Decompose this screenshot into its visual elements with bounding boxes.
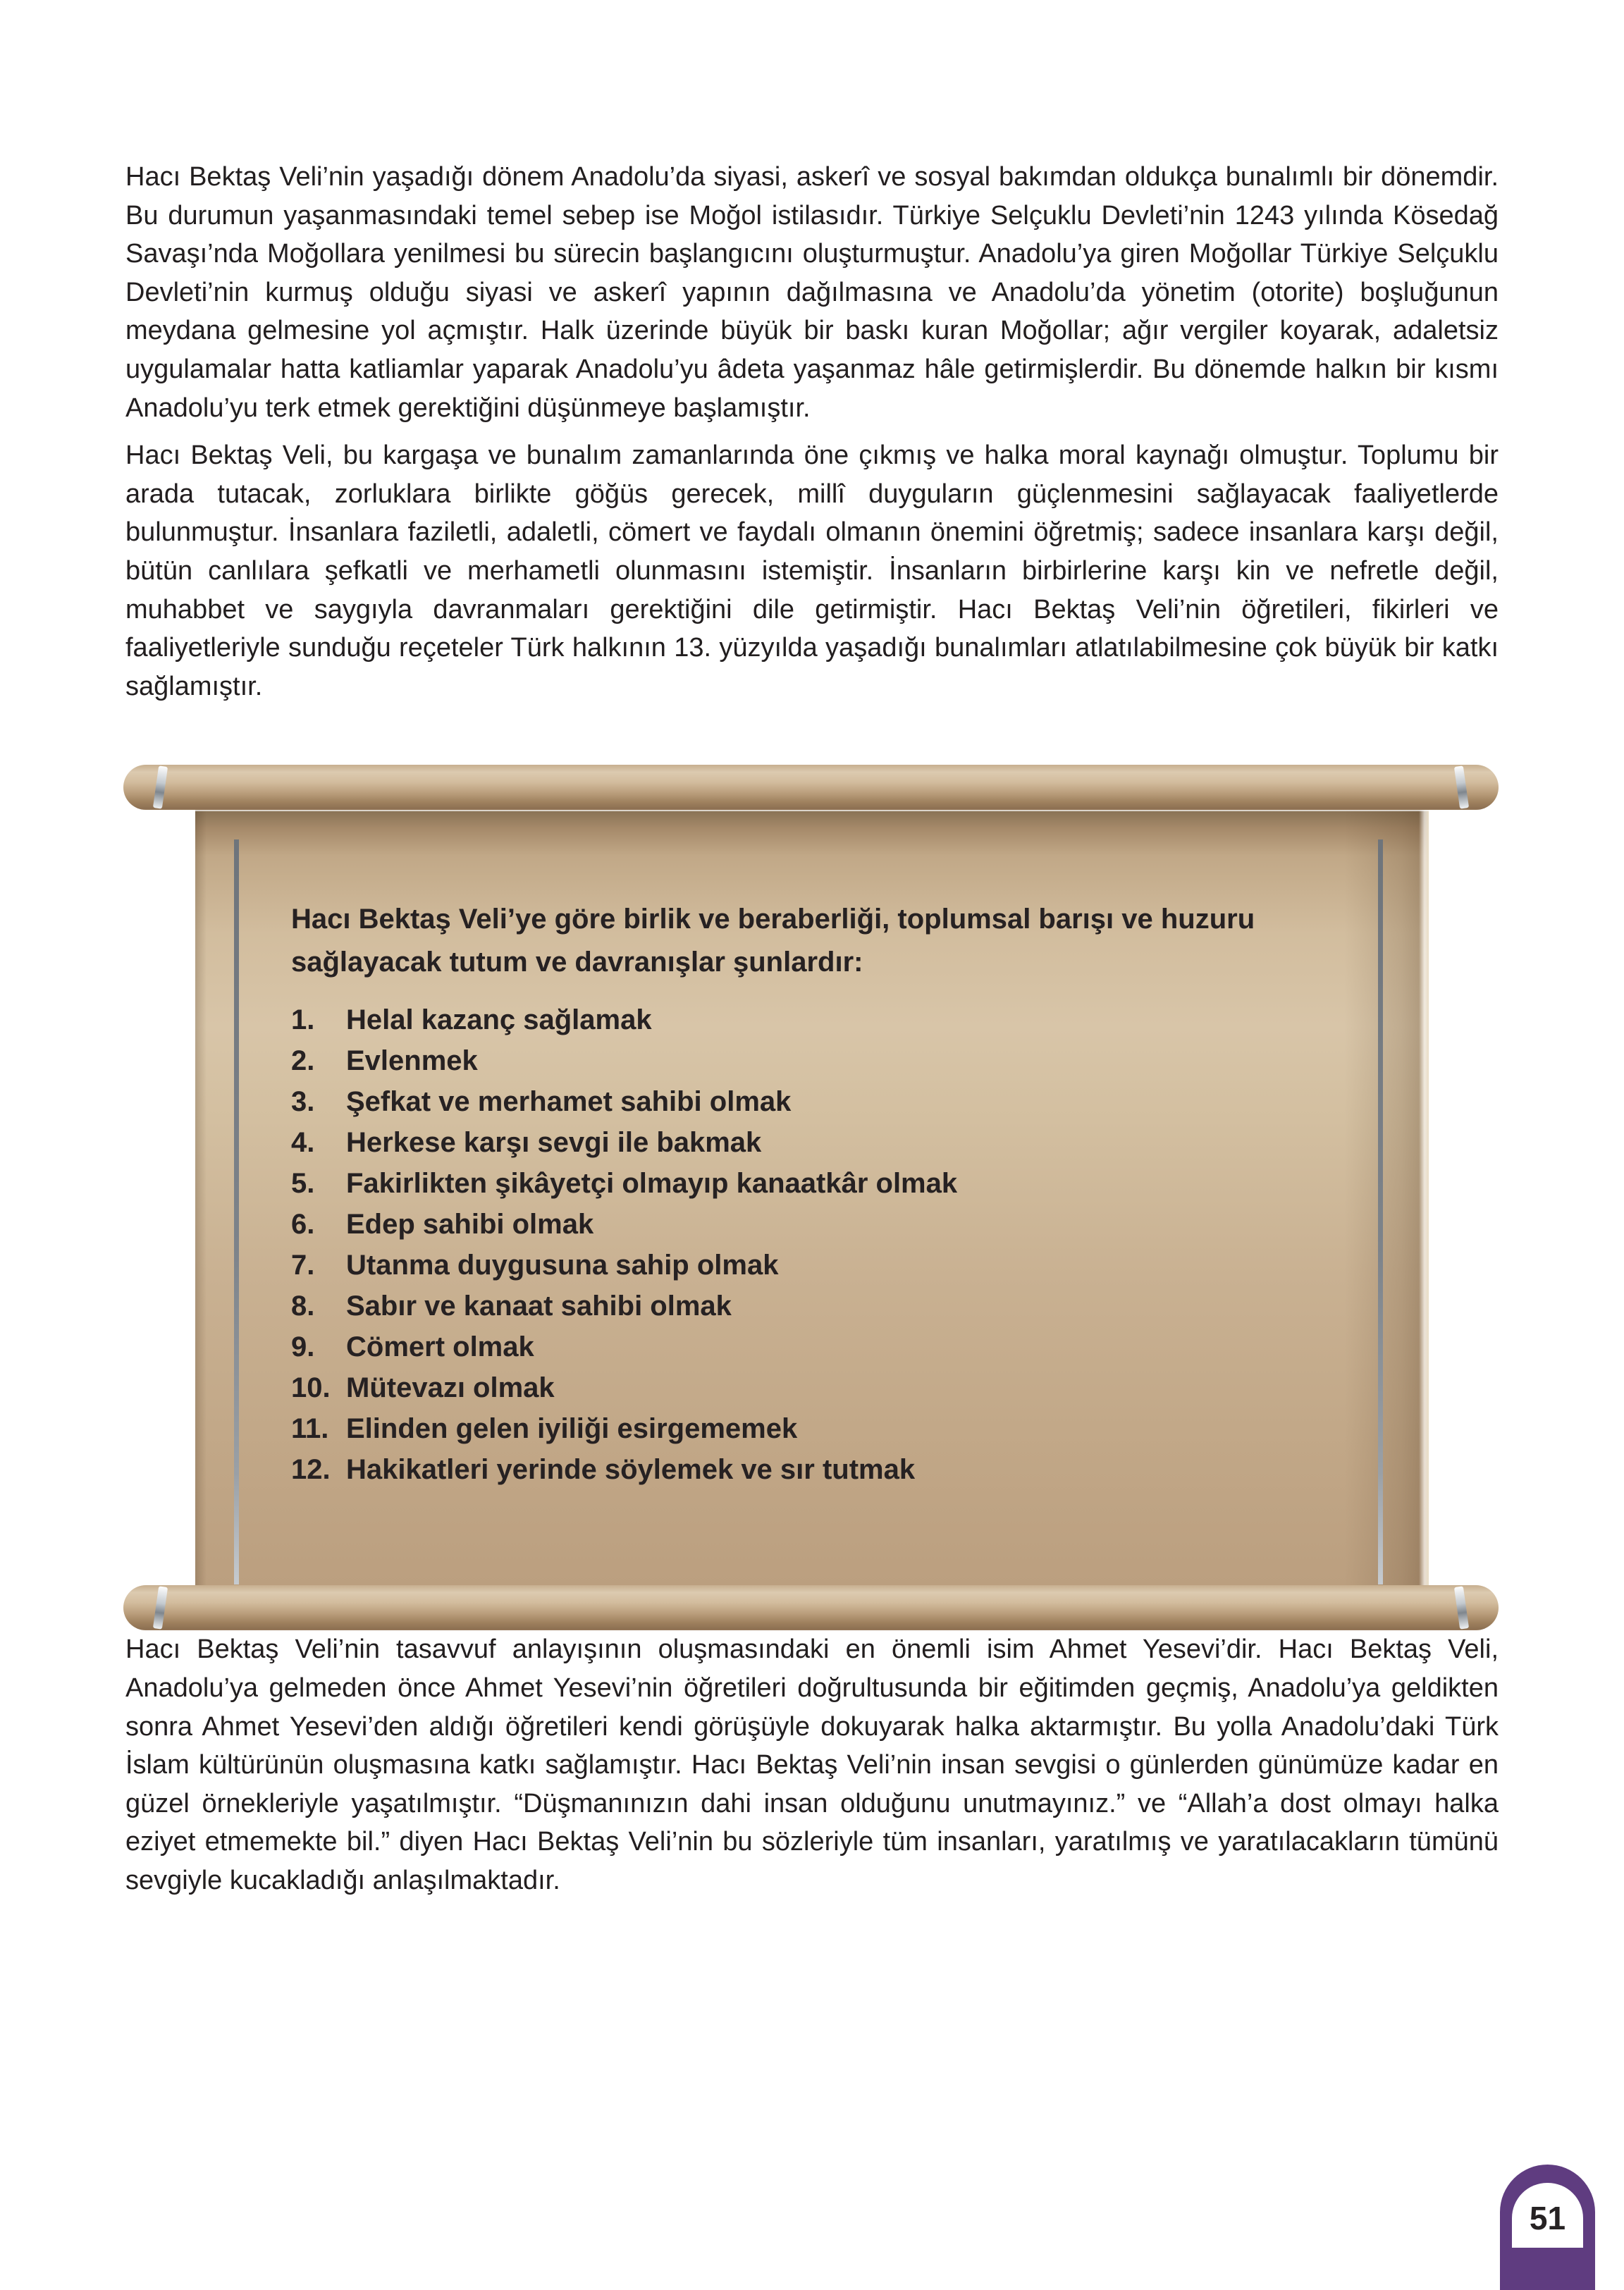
scroll-list-item: Sabır ve kanaat sahibi olmak	[346, 1291, 732, 1322]
scroll-graphic	[123, 765, 1499, 1630]
scroll-list-item: Helal kazanç sağlamak	[346, 1004, 652, 1036]
scroll-list-item: Cömert olmak	[346, 1331, 534, 1363]
paragraph-2: Hacı Bektaş Veli, bu kargaşa ve bunalım zamanlarında öne çıkmış ve halka moral kaynağı olmuştur. Toplumu bir arada tutacak, zorluklara birlikte göğüs gerecek, millî duyguların güçlenmesini sağlayacak faaliyetlerde bulunmuştur. İnsanlara faziletli, adaletli, cömert ve faydalı olmanın önemini öğretmiş; sadece insanlara karşı değil, bütün canlılara şefkatli ve merhametli olunmasını istemiştir. İnsanların birbirlerine karşı kin ve nefretle değil, muhabbet ve saygıyla davranmaları gerektiğini dile getirmiştir. Hacı Bektaş Veli’nin öğretileri, fikirleri ve faaliyetleriyle sunduğu reçeteler Türk halkının 13. yüzyılda yaşadığı bunalımları atlatılabilmesine çok büyük bir katkı sağlamıştır.	[125, 441, 1499, 701]
paragraph-1: Hacı Bektaş Veli’nin yaşadığı dönem Anadolu’da siyasi, askerî ve sosyal bakımdan oldukça bunalımlı bir dönemdir. Bu durumun yaşanmasındaki temel sebep ise Moğol istilasıdır. Türkiye Selçuklu Devleti’nin 1243 yılında Kösedağ Savaşı’nda Moğollara yenilmesi bu sürecin başlangıcını oluşturmuştur. Anadolu’ya giren Moğollar Türkiye Selçuklu Devleti’nin kurmuş olduğu siyasi ve askerî yapının dağılmasına ve Anadolu’da yönetim (otorite) boşluğunun meydana gelmesine yol açmıştır. Halk üzerinde büyük bir baskı kuran Moğollar; ağır vergiler koyarak, adaletsiz uygulamalar hatta katliamlar yaparak Anadolu’yu âdeta yaşanmaz hâle getirmişlerdir. Bu dönemde halkın bir kısmı Anadolu’yu terk etmek gerektiğini düşünmeye başlamıştır.	[125, 162, 1499, 423]
scroll-parchment	[195, 809, 1429, 1586]
page-number-plate	[1512, 2183, 1583, 2248]
scroll-text-area	[291, 809, 1386, 1490]
scroll-list-item: Mütevazı olmak	[346, 1372, 555, 1404]
scroll-list-item: Herkese karşı sevgi ile bakmak	[346, 1127, 762, 1159]
page-number: 51	[1529, 2200, 1566, 2236]
scroll-list-item: Fakirlikten şikâyetçi olmayıp kanaatkâr olmak	[346, 1168, 958, 1200]
scroll-list-item: Edep sahibi olmak	[346, 1209, 594, 1241]
scroll-bottom-roller	[123, 1585, 1499, 1630]
roller-ring-icon	[153, 1587, 168, 1630]
scroll-list-item: Şefkat ve merhamet sahibi olmak	[346, 1086, 792, 1118]
scroll-list-item: Evlenmek	[346, 1045, 478, 1077]
scroll-top-roller	[123, 765, 1499, 810]
scroll-list-item: Elinden gelen iyiliği esirgememek	[346, 1413, 798, 1445]
scroll-list-item: Hakikatleri yerinde söylemek ve sır tutmak	[346, 1454, 916, 1486]
scroll-left-rule	[234, 839, 239, 1584]
scroll-list-item: Utanma duygusuna sahip olmak	[346, 1250, 779, 1281]
paragraph-3: Hacı Bektaş Veli’nin tasavvuf anlayışının oluşmasındaki en önemli isim Ahmet Yesevi’dir. Hacı Bektaş Veli, Anadolu’ya gelmeden önce Ahmet Yesevi’nin öğretileri doğrultusunda bir eğitimden geçmiş, Anadolu’ya geldikten sonra Ahmet Yesevi’den aldığı öğretileri kendi görüşüyle dokuyarak halka aktarmıştır. Bu yolla Anadolu’daki Türk İslam kültürünün oluşmasına katkı sağlamıştır. Hacı Bektaş Veli’nin insan sevgisi o günlerden günümüze kadar en güzel örnekleriyle yaşatılmıştır. “Düşmanınızın dahi insan olduğunu unutmayınız.” ve “Allah’a dost olmayı halka eziyet etmemekte bil.” diyen Hacı Bektaş Veli’nin bu sözleriyle tüm insanları, yaratılmış ve yaratılacakların tümünü sevgiyle kucakladığı anlaşılmaktadır.	[125, 1635, 1499, 1895]
roller-ring-icon	[1454, 1587, 1469, 1630]
scroll-heading: Hacı Bektaş Veli’ye göre birlik ve beraberliği, toplumsal barışı ve huzuru sağlayacak tutum ve davranışlar şunlardır:	[291, 904, 1255, 978]
roller-ring-icon	[153, 766, 168, 809]
page-number-badge	[1500, 2165, 1595, 2290]
scroll-list	[291, 999, 1386, 1490]
roller-ring-icon	[1454, 766, 1469, 809]
